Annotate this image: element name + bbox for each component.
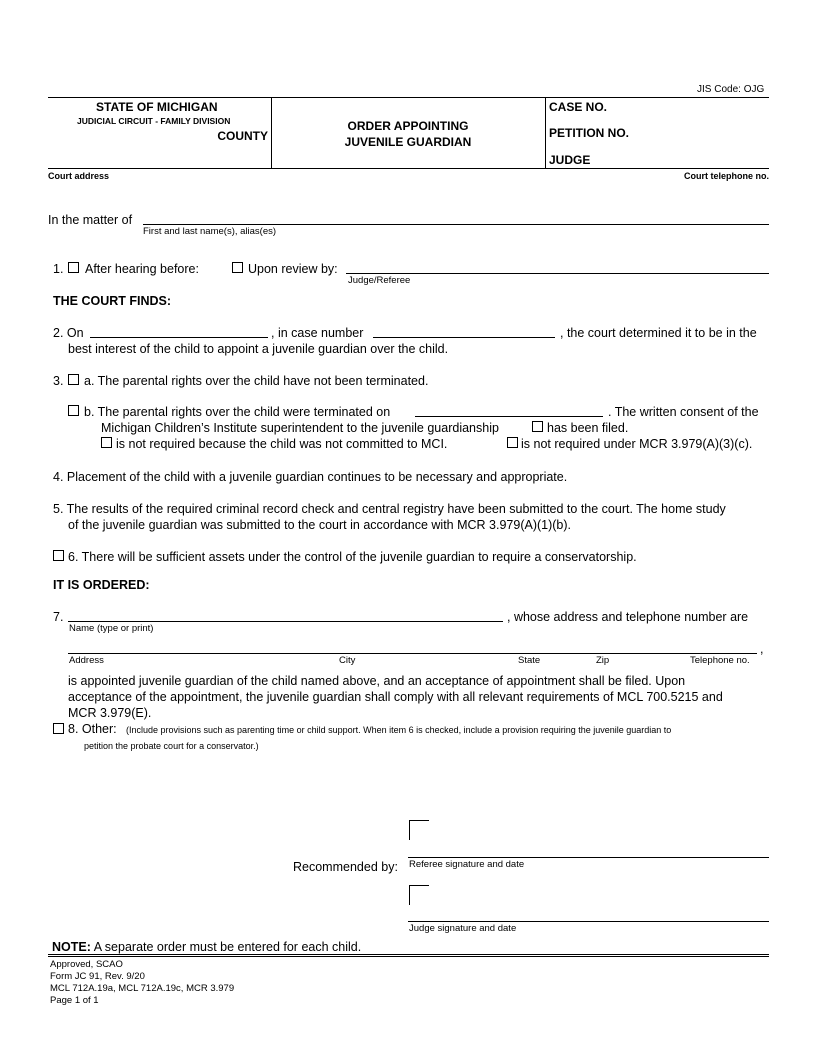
zip-caption: Zip <box>596 655 610 666</box>
judge-label: JUDGE <box>549 153 591 167</box>
city-caption: City <box>339 655 356 666</box>
judge-referee-field[interactable] <box>346 273 769 274</box>
note-label: NOTE: <box>52 940 91 954</box>
address-caption: Address <box>69 655 104 666</box>
not-required-mci-checkbox[interactable] <box>101 437 112 448</box>
telephone-caption: Telephone no. <box>690 655 750 666</box>
circuit-label: JUDICIAL CIRCUIT - FAMILY DIVISION <box>77 116 231 126</box>
footer-form: Form JC 91, Rev. 9/20 <box>50 971 145 982</box>
referee-signature-field[interactable] <box>408 857 769 858</box>
item3a-checkbox[interactable] <box>68 374 79 385</box>
footer-mcl: MCL 712A.19a, MCL 712A.19c, MCR 3.979 <box>50 983 235 994</box>
note-text: A separate order must be entered for each child. <box>93 940 362 954</box>
after-hearing-checkbox[interactable] <box>68 262 79 273</box>
judge-seal-corner <box>409 885 429 905</box>
footer-rule-bottom <box>48 956 769 957</box>
matter-name-field[interactable] <box>143 224 769 225</box>
guardian-name-field[interactable] <box>68 621 503 622</box>
item7-number: 7. <box>53 610 64 624</box>
item1-number: 1. <box>53 262 64 276</box>
guardian-name-caption: Name (type or print) <box>69 623 154 634</box>
item6-checkbox[interactable] <box>53 550 64 561</box>
address-comma: , <box>760 642 764 656</box>
referee-seal-corner <box>409 820 429 840</box>
case-no-label: CASE NO. <box>549 100 608 114</box>
it-is-ordered-heading: IT IS ORDERED: <box>53 578 150 592</box>
item5-line2: of the juvenile guardian was submitted to the court in accordance with MCR 3.979(A)(1)(b). <box>68 518 572 532</box>
item8-checkbox[interactable] <box>53 723 64 734</box>
caption-divider-left <box>271 97 272 169</box>
determination-date-field[interactable] <box>90 337 268 338</box>
judge-referee-caption: Judge/Referee <box>348 275 411 286</box>
matter-caption: First and last name(s), alias(es) <box>143 226 277 237</box>
upon-review-label: Upon review by: <box>248 262 338 276</box>
not-required-mci-label: is not required because the child was not committed to MCI. <box>116 437 448 451</box>
upon-review-checkbox[interactable] <box>232 262 243 273</box>
note <box>52 940 361 954</box>
footer-page: Page 1 of 1 <box>50 995 99 1006</box>
state-name: STATE OF MICHIGAN <box>96 100 218 114</box>
referee-signature-caption: Referee signature and date <box>409 859 525 870</box>
court-address-label: Court address <box>48 171 110 181</box>
consent-filed-checkbox[interactable] <box>532 421 543 432</box>
matter-label: In the matter of <box>48 213 133 227</box>
footer-approved: Approved, SCAO <box>50 959 123 970</box>
judge-signature-field[interactable] <box>408 921 769 922</box>
item3b-line2: Michigan Children’s Institute superintendent to the juvenile guardianship <box>101 421 499 435</box>
item5-line1: 5. The results of the required criminal record check and central registry have been submitted to the court. The home study <box>53 502 726 516</box>
footer-rule-top <box>48 954 769 955</box>
recommended-by-label: Recommended by: <box>293 860 398 874</box>
item8-label: 8. Other: <box>68 722 117 736</box>
petition-no-label: PETITION NO. <box>549 126 630 140</box>
item2-line2: best interest of the child to appoint a juvenile guardian over the child. <box>68 342 449 356</box>
item2-on: 2. On <box>53 326 84 340</box>
item3a-text: a. The parental rights over the child have not been terminated. <box>84 374 429 388</box>
county-label: COUNTY <box>217 129 268 143</box>
court-finds-heading: THE COURT FINDS: <box>53 294 172 308</box>
item8-note2: petition the probate court for a conservator.) <box>84 741 259 751</box>
after-hearing-label: After hearing before: <box>85 262 199 276</box>
item7-para1: is appointed juvenile guardian of the child named above, and an acceptance of appointment shall be filed. Upon <box>68 674 686 688</box>
item2-in-case: , in case number <box>271 326 364 340</box>
judge-signature-caption: Judge signature and date <box>409 923 517 934</box>
item7-para2: acceptance of the appointment, the juvenile guardian shall comply with all relevant requirements of MCL 700.5215 and <box>68 690 723 704</box>
termination-date-field[interactable] <box>415 416 603 417</box>
item6-text: 6. There will be sufficient assets under the control of the juvenile guardian to require a conservatorship. <box>68 550 637 564</box>
caption-divider-right <box>545 97 546 169</box>
state-caption: State <box>518 655 541 666</box>
guardian-address-field[interactable] <box>68 653 757 654</box>
case-number-field[interactable] <box>373 337 555 338</box>
item7-para3: MCR 3.979(E). <box>68 706 152 720</box>
item3b-text: b. The parental rights over the child were terminated on <box>84 405 391 419</box>
consent-filed-label: has been filed. <box>547 421 629 435</box>
item4-text: 4. Placement of the child with a juvenile guardian continues to be necessary and appropriate. <box>53 470 568 484</box>
not-required-mcr-label: is not required under MCR 3.979(A)(3)(c). <box>521 437 753 451</box>
form-title-line2: JUVENILE GUARDIAN <box>344 135 472 149</box>
jis-code: JIS Code: OJG <box>697 84 765 95</box>
form-title-line1: ORDER APPOINTING <box>347 119 469 133</box>
item2-determined: , the court determined it to be in the <box>560 326 757 340</box>
not-required-mcr-checkbox[interactable] <box>507 437 518 448</box>
item3-number: 3. <box>53 374 64 388</box>
item3b-checkbox[interactable] <box>68 405 79 416</box>
item8-note1: (Include provisions such as parenting time or child support. When item 6 is checked, include a provision requiring the juvenile guardian to <box>126 725 672 735</box>
item7-whose: , whose address and telephone number are <box>507 610 749 624</box>
court-telephone-label: Court telephone no. <box>684 171 769 181</box>
item3b-text-end: . The written consent of the <box>608 405 759 419</box>
